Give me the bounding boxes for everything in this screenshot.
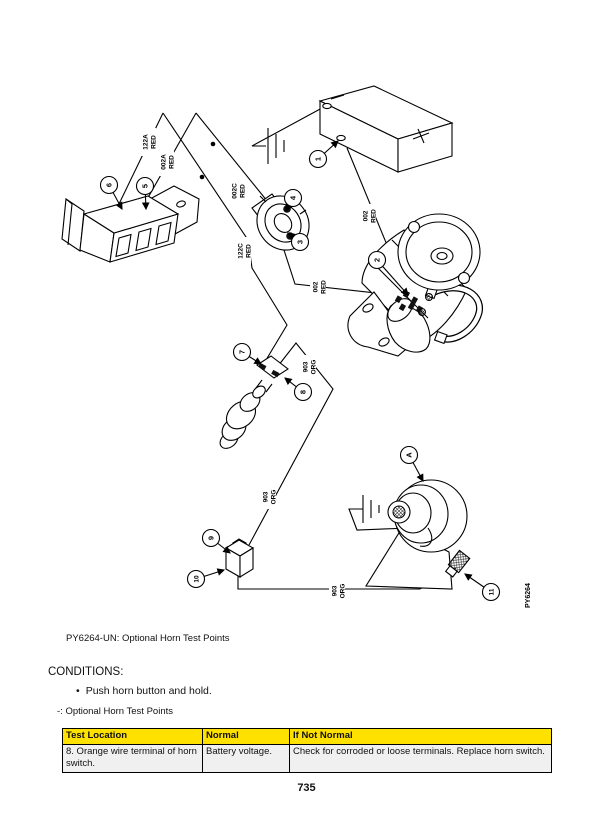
horn — [366, 480, 470, 589]
callout-6 — [101, 177, 123, 210]
callout-10 — [188, 570, 225, 588]
table-title: -: Optional Horn Test Points — [57, 706, 173, 717]
junction-dot — [211, 142, 216, 147]
wire-label-122c — [235, 237, 253, 265]
figure-caption: PY6264-UN: Optional Horn Test Points — [66, 633, 230, 644]
svg-text:903ORG: 903ORG — [262, 489, 278, 505]
conditions-heading: CONDITIONS: — [48, 666, 124, 678]
svg-text:1: 1 — [313, 156, 323, 162]
figure-code: PY6264 — [525, 583, 532, 608]
wire-label-903-horn — [329, 579, 347, 603]
svg-text:10: 10 — [193, 575, 201, 583]
battery-negative-post — [323, 103, 331, 108]
key-switch — [246, 186, 319, 261]
cell-test-location: 8. Orange wire terminal of horn switch. — [63, 745, 203, 773]
callout-9 — [203, 530, 231, 554]
svg-text:3: 3 — [295, 239, 305, 245]
header-if-not-normal: If Not Normal — [290, 729, 552, 745]
svg-text:7: 7 — [237, 349, 247, 355]
wire-label-002-switch — [310, 275, 328, 299]
callout-1 — [310, 141, 339, 168]
header-normal: Normal — [203, 729, 290, 745]
wire-label-903-switch — [300, 355, 318, 379]
svg-text:11: 11 — [488, 588, 496, 596]
callout-11 — [465, 574, 500, 601]
wire-label-002-battery — [360, 204, 378, 228]
svg-text:002ARED: 002ARED — [160, 154, 176, 170]
svg-text:5: 5 — [140, 183, 150, 189]
svg-text:122CRED: 122CRED — [237, 243, 253, 259]
bullet-text: Push horn button and hold. — [85, 685, 212, 697]
bullet-icon: • — [76, 685, 80, 697]
header-test-location: Test Location — [63, 729, 203, 745]
svg-text:4: 4 — [288, 195, 298, 201]
starter-motor — [348, 214, 480, 356]
callout-8 — [285, 378, 312, 401]
svg-text:6: 6 — [104, 182, 114, 188]
svg-text:9: 9 — [206, 535, 216, 541]
svg-text:122ARED: 122ARED — [142, 134, 158, 150]
fuse-block — [62, 183, 199, 262]
junction-dot — [200, 175, 205, 180]
wire-label-002a — [158, 148, 176, 176]
svg-text:2: 2 — [372, 257, 382, 263]
wire-label-002c — [229, 177, 247, 205]
cell-normal: Battery voltage. — [203, 745, 290, 773]
svg-text:903ORG: 903ORG — [302, 359, 318, 375]
svg-text:002RED: 002RED — [362, 209, 378, 223]
test-points-table — [62, 728, 552, 773]
cell-if-not-normal: Check for corroded or loose terminals. Replace horn switch. — [290, 745, 552, 773]
wire-label-903-mid — [260, 485, 278, 509]
battery-positive-post — [337, 135, 345, 140]
conditions-bullet — [76, 685, 212, 697]
callout-7 — [234, 344, 262, 365]
battery — [320, 86, 452, 172]
horn-switch — [217, 356, 288, 452]
table-row — [63, 745, 552, 773]
svg-text:903ORG: 903ORG — [331, 583, 347, 599]
table-header-row — [63, 729, 552, 745]
wire-label-122a — [140, 128, 158, 156]
svg-text:A: A — [404, 452, 414, 458]
page-number: 735 — [297, 782, 316, 794]
callout-A — [401, 447, 424, 482]
svg-text:002CRED: 002CRED — [231, 183, 247, 199]
svg-text:002RED: 002RED — [312, 280, 328, 294]
svg-text:8: 8 — [298, 389, 308, 395]
